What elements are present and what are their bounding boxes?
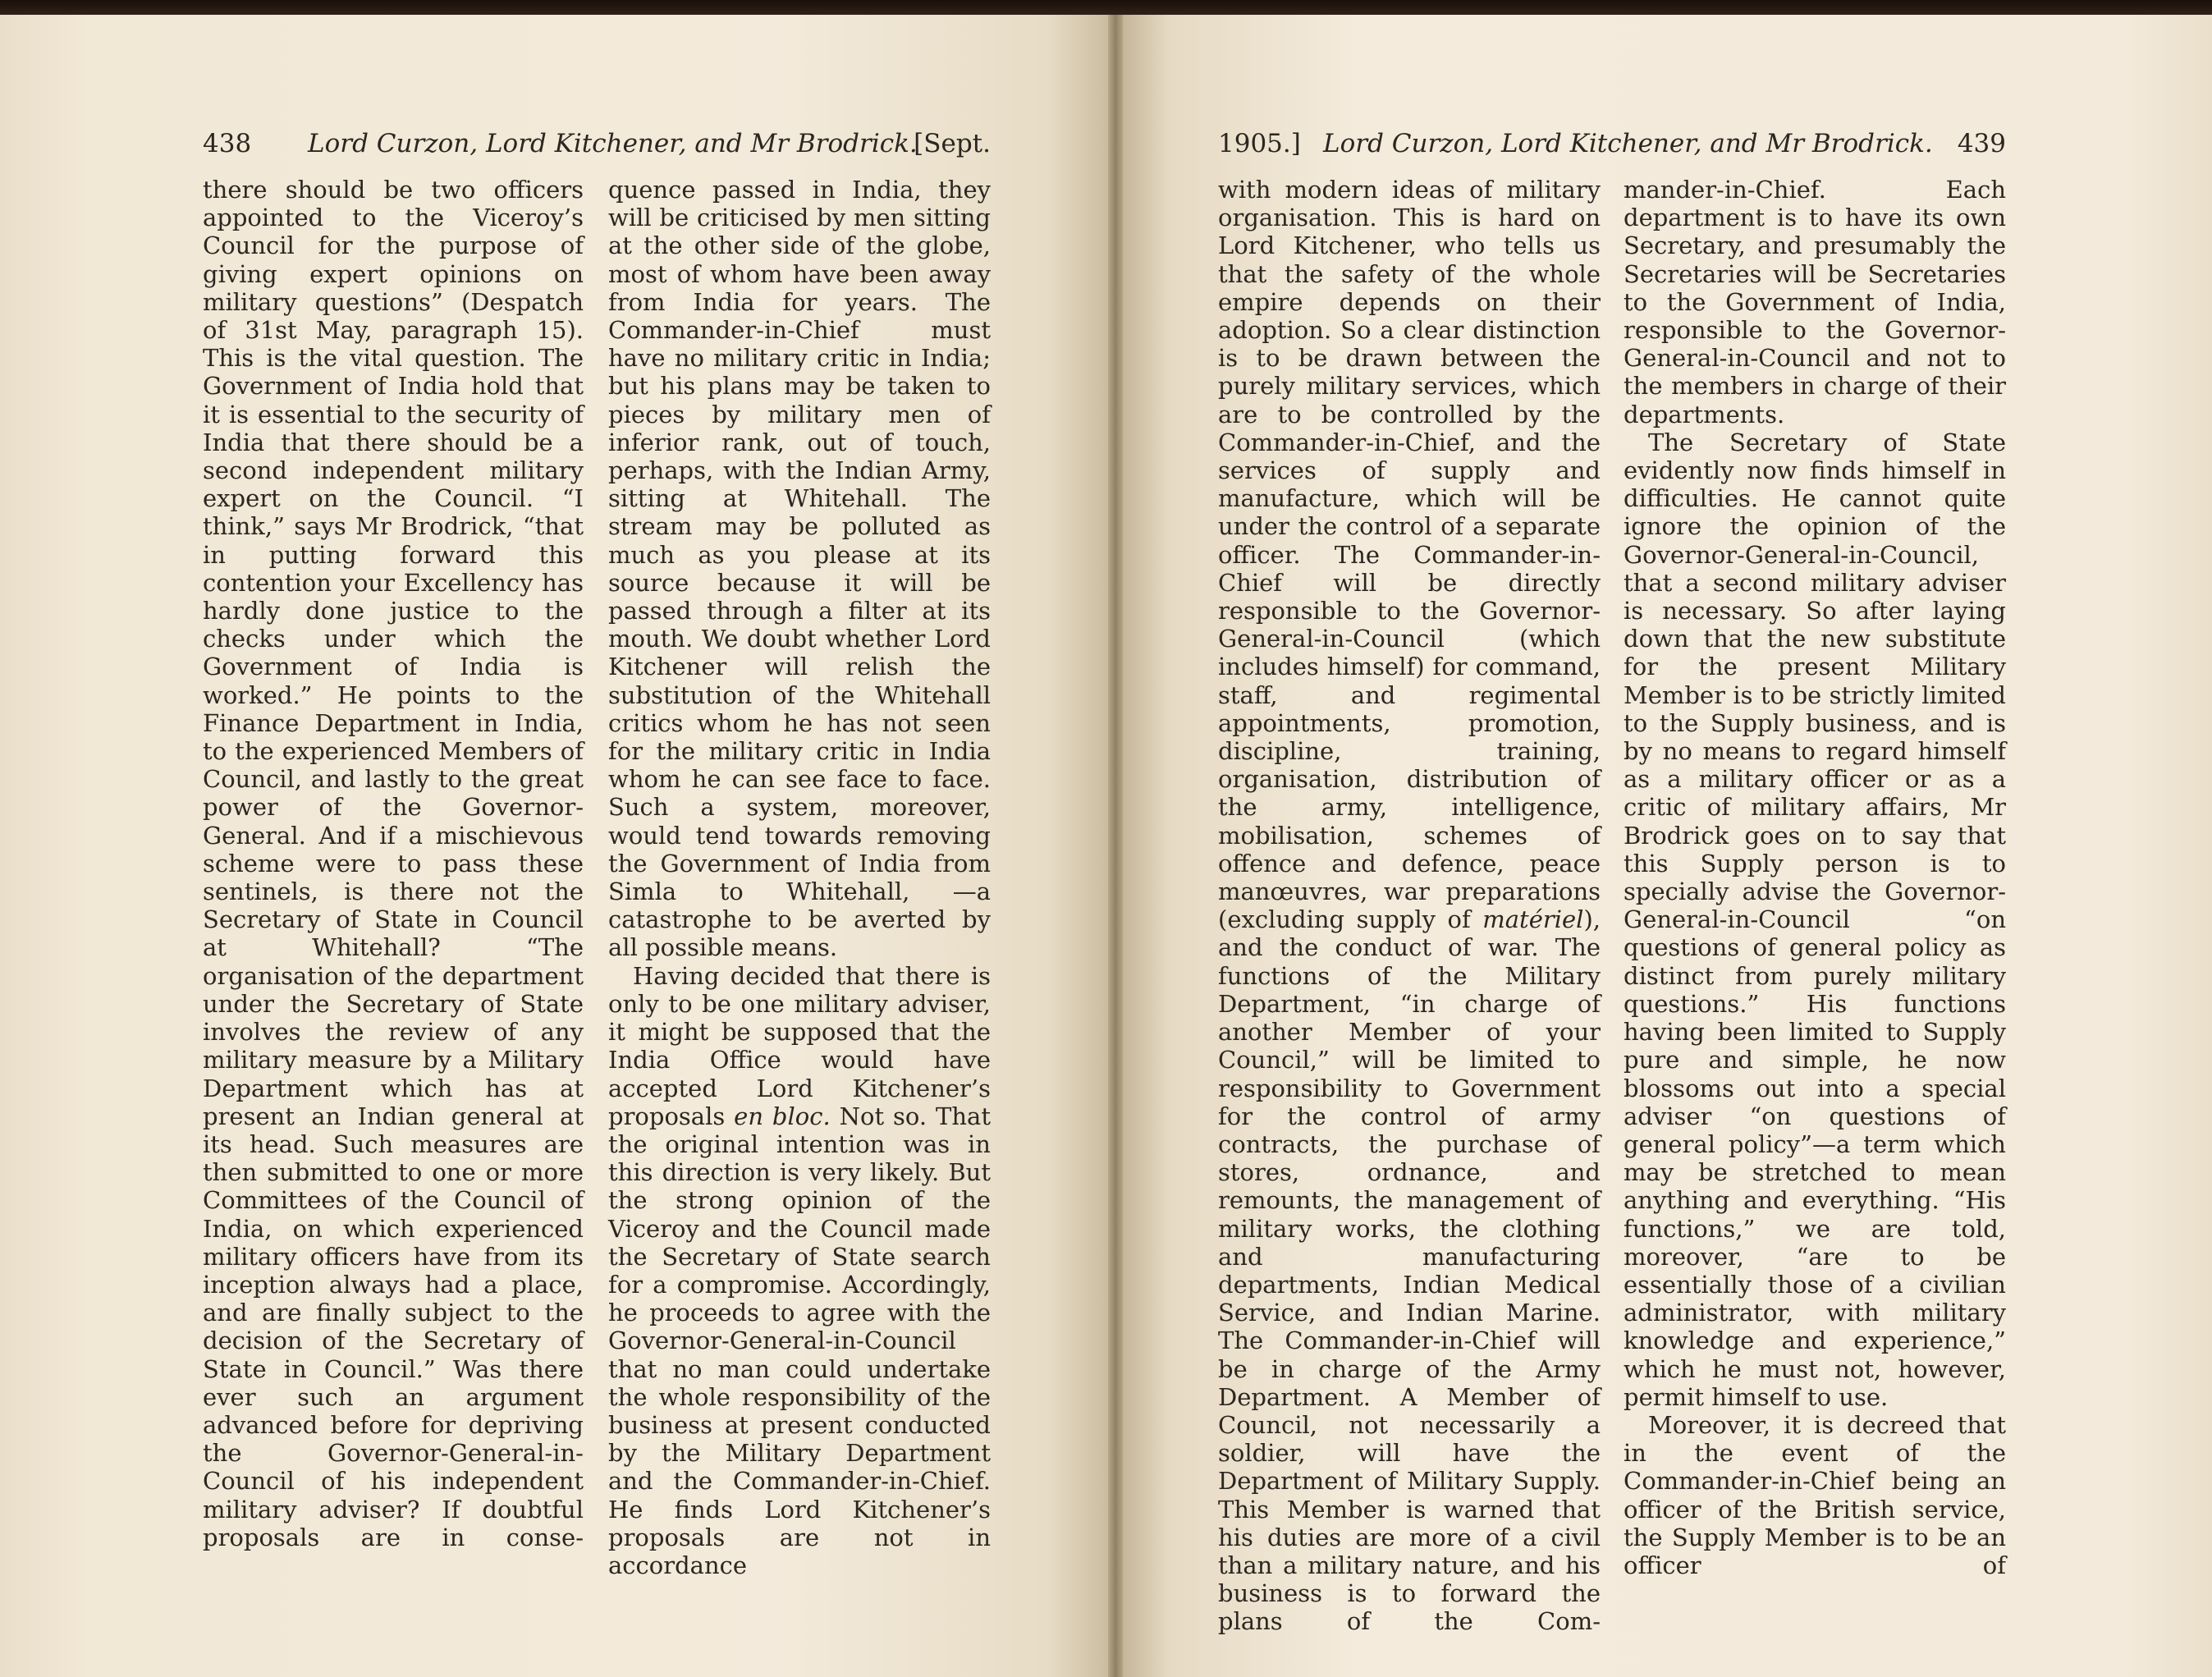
right-column-1 xyxy=(1218,176,1601,1636)
paragraph-text: ), and the conduct of war. The functions of the Military Department, “in charge of another Member of your Council,” will be limited to responsibility to Government for the control of army contracts, the purchase of stores, ordnance, and remounts, the management of military works, the clothing and manufacturing departments, Indian Medical Service, and Indian Marine. The Commander-in-Chief will be in charge of the Army Department. A Member of Council, not necessarily a soldier, will have the Department of Military Supply. This Member is warned that his duties are more of a civil than a military nature, and his business is to forward the plans of the Com- xyxy=(1218,905,1601,1636)
paragraph xyxy=(1624,428,2006,1411)
paragraph xyxy=(1624,176,2006,428)
left-column-2 xyxy=(608,176,991,1579)
paragraph xyxy=(608,962,991,1579)
page-number: 439 xyxy=(1957,129,2006,158)
paragraph xyxy=(1624,1411,2006,1579)
paragraph-text: Having decided that there is only to be one military adviser, it might be supposed that the India Office would have accepted Lord Kitchener’s proposals xyxy=(608,961,991,1130)
left-running-head xyxy=(203,123,991,164)
running-title: Lord Curzon, Lord Kitchener, and Mr Brodrick. xyxy=(308,129,918,158)
italic-phrase: en bloc. xyxy=(734,1102,831,1130)
running-date: 1905.] xyxy=(1218,129,1301,158)
right-column-2 xyxy=(1624,176,2006,1579)
paragraph-text: Moreover, it is decreed that in the event of the Commander-in-Chief being an officer of the British service, the Supply Member is to be an officer of xyxy=(1624,1410,2006,1579)
running-date: [Sept. xyxy=(914,129,991,158)
right-running-head xyxy=(1218,123,2006,164)
paragraph-text: there should be two officers appointed to the Viceroy’s Council for the purpose of giving expert opinions on military questions” (Despatch of 31st May, paragraph 15). This is the vital question. The Government of India hold that it is essential to the security of India that there should be a second independent military expert on the Council. “I think,” says Mr Brodrick, “that in putting forward this contention your Excellency has hardly done justice to the checks under which the Government of India is worked.” He points to the Finance Department in India, to the experienced Members of Council, and lastly to the great power of the Governor-General. And if a mischievous scheme were to pass these sentinels, is there not the Secretary of State in Council at Whitehall? “The organisation of the department under the Secretary of State involves the review of any military measure by a Military Department which has at present an Indian general at its head. Such measures are then submitted to one or more Committees of the Council of India, on which experienced military officers have from its inception always had a place, and are finally subject to the decision of the Secretary of State in Council.” Was there ever such an argument advanced before for depriving the Governor-General-in-Council of his independent military adviser? If doubtful proposals are in conse- xyxy=(203,176,584,1551)
paragraph xyxy=(608,176,991,962)
right-page xyxy=(1115,15,2212,1677)
paragraph-text: with modern ideas of military organisation. This is hard on Lord Kitchener, who tells us that the safety of the whole empire depends on their adoption. So a clear distinction is to be drawn between the purely military services, which are to be controlled by the Commander-in-Chief, and the services of supply and manufacture, which will be under the control of a separate officer. The Commander-in-Chief will be directly responsible to the Governor-General-in-Council (which includes himself) for command, staff, and regimental appointments, promotion, discipline, training, organisation, distribution of the army, intelligence, mobilisation, schemes of offence and defence, peace manœuvres, war preparations (excluding supply of xyxy=(1218,176,1601,934)
paragraph xyxy=(1218,176,1601,1636)
book-gutter xyxy=(1108,15,1123,1677)
paragraph-text: mander-in-Chief. Each department is to have its own Secretary, and presumably the Secretaries will be Secretaries to the Government of India, responsible to the Governor-General-in-Council and not to the members in charge of their departments. xyxy=(1624,176,2006,428)
paragraph-text: Not so. That the original intention was in this direction is very likely. But the strong opinion of the Viceroy and the Council made the Secretary of State search for a compromise. Accordingly, he proceeds to agree with the Governor-General-in-Council that no man could undertake the whole responsibility of the business at present conducted by the Military Department and the Commander-in-Chief. He finds Lord Kitchener’s proposals are not in accordance xyxy=(608,1102,991,1579)
italic-phrase: matériel xyxy=(1482,905,1584,934)
left-column-1 xyxy=(203,176,584,1551)
page-number: 438 xyxy=(203,129,252,158)
left-page xyxy=(0,15,1115,1677)
running-title: Lord Curzon, Lord Kitchener, and Mr Brodrick. xyxy=(1323,129,1933,158)
paragraph xyxy=(203,176,584,1551)
paragraph-text: quence passed in India, they will be criticised by men sitting at the other side of the globe, most of whom have been away from India for years. The Commander-in-Chief must have no military critic in India; but his plans may be taken to pieces by military men of inferior rank, out of touch, perhaps, with the Indian Army, sitting at Whitehall. The stream may be polluted as much as you please at its source because it will be passed through a filter at its mouth. We doubt whether Lord Kitchener will relish the substitution of the Whitehall critics whom he has not seen for the military critic in India whom he can see face to face. Such a system, moreover, would tend towards removing the Government of India from Simla to Whitehall, —a catastrophe to be averted by all possible means. xyxy=(608,176,991,962)
paragraph-text: The Secretary of State evidently now finds himself in difficulties. He cannot quite ignore the opinion of the Governor-General-in-Council, that a second military adviser is necessary. So after laying down that the new substitute for the present Military Member is to be strictly limited to the Supply business, and is by no means to regard himself as a military officer or as a critic of military affairs, Mr Brodrick goes on to say that this Supply person is to specially advise the Governor-General-in-Council “on questions of general policy as distinct from purely military questions.” His functions having been limited to Supply pure and simple, he now blossoms out into a special adviser “on questions of general policy”—a term which may be stretched to mean anything and everything. “His functions,” we are told, moreover, “are to be essentially those of a civilian administrator, with military knowledge and experience,” which he must not, however, permit himself to use. xyxy=(1624,428,2006,1411)
